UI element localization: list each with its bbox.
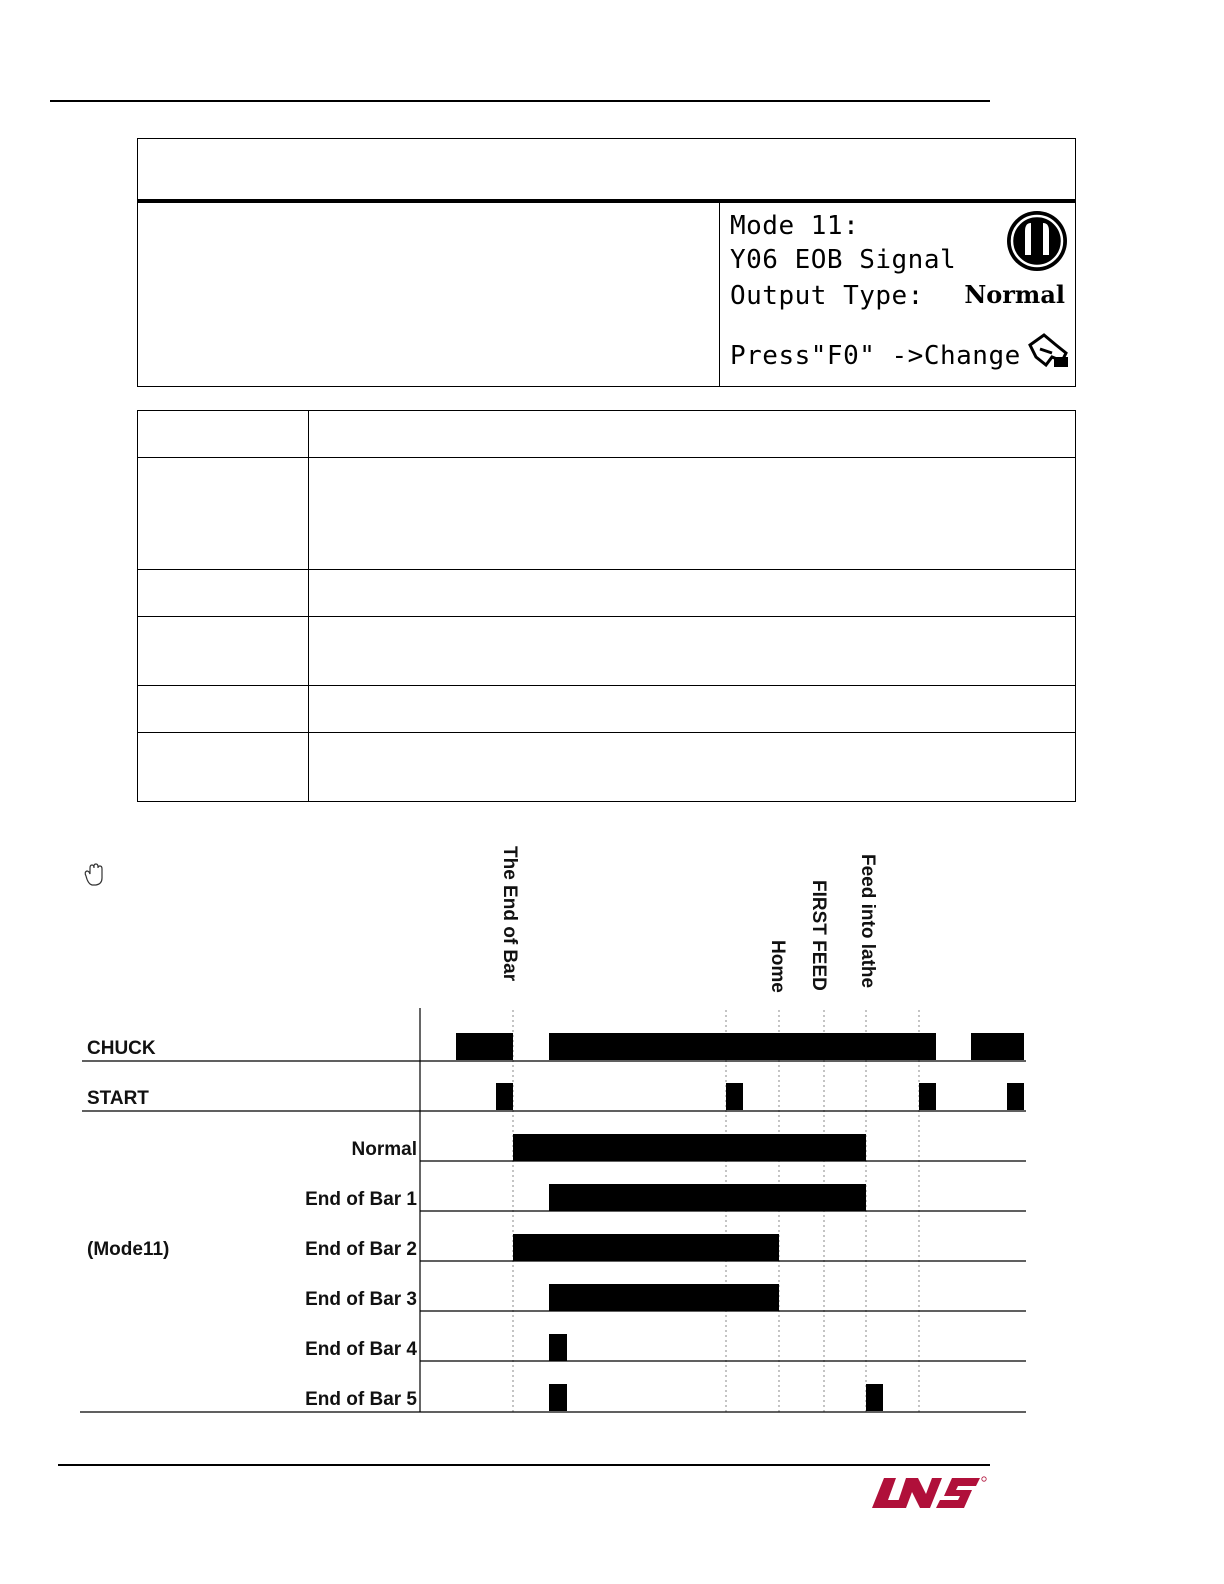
row-label-start: START bbox=[87, 1088, 149, 1109]
signal-pulse bbox=[496, 1083, 513, 1110]
lcd-signal-line: Y06 EOB Signal bbox=[730, 245, 957, 275]
hand-icon bbox=[85, 864, 102, 885]
signal-pulse bbox=[549, 1284, 779, 1311]
lcd-output-type-value: Normal bbox=[964, 280, 1065, 309]
row-label-normal: Normal bbox=[351, 1139, 417, 1160]
signal-pulse bbox=[549, 1334, 567, 1361]
bottom-rule bbox=[58, 1464, 990, 1466]
signal-pulse bbox=[971, 1033, 1024, 1060]
signal-pulse bbox=[866, 1384, 883, 1411]
signal-pulse bbox=[919, 1083, 936, 1110]
event-label-home: Home bbox=[767, 940, 788, 993]
lcd-output-type-label: Output Type: bbox=[730, 281, 924, 311]
row-label-chuck: CHUCK bbox=[87, 1038, 156, 1059]
mode-label: (Mode11) bbox=[87, 1239, 170, 1260]
signal-pulse bbox=[726, 1083, 743, 1110]
lns-logo bbox=[870, 1474, 990, 1514]
signal-pulse bbox=[1007, 1083, 1024, 1110]
signal-pulse bbox=[549, 1033, 936, 1060]
lcd-instruction-line: Press"F0" ->Change bbox=[730, 341, 1021, 371]
lcd-mode-line: Mode 11: bbox=[730, 211, 860, 241]
event-label-feed-into-lathe: Feed into lathe bbox=[857, 854, 878, 989]
signal-pulse bbox=[513, 1234, 779, 1261]
row-label-end-of-bar-1: End of Bar 1 bbox=[305, 1189, 417, 1210]
row-label-end-of-bar-2: End of Bar 2 bbox=[305, 1239, 417, 1260]
signal-pulses bbox=[456, 1033, 1024, 1411]
signal-pulse bbox=[513, 1134, 866, 1161]
event-label-first-feed: FIRST FEED bbox=[808, 880, 829, 991]
signal-pulse bbox=[456, 1033, 513, 1060]
row-label-end-of-bar-3: End of Bar 3 bbox=[305, 1289, 417, 1310]
row-label-end-of-bar-4: End of Bar 4 bbox=[305, 1339, 417, 1360]
signal-pulse bbox=[549, 1384, 567, 1411]
signal-pulse bbox=[549, 1184, 866, 1211]
event-label-end-of-bar: The End of Bar bbox=[499, 846, 520, 982]
row-label-end-of-bar-5: End of Bar 5 bbox=[305, 1389, 417, 1410]
